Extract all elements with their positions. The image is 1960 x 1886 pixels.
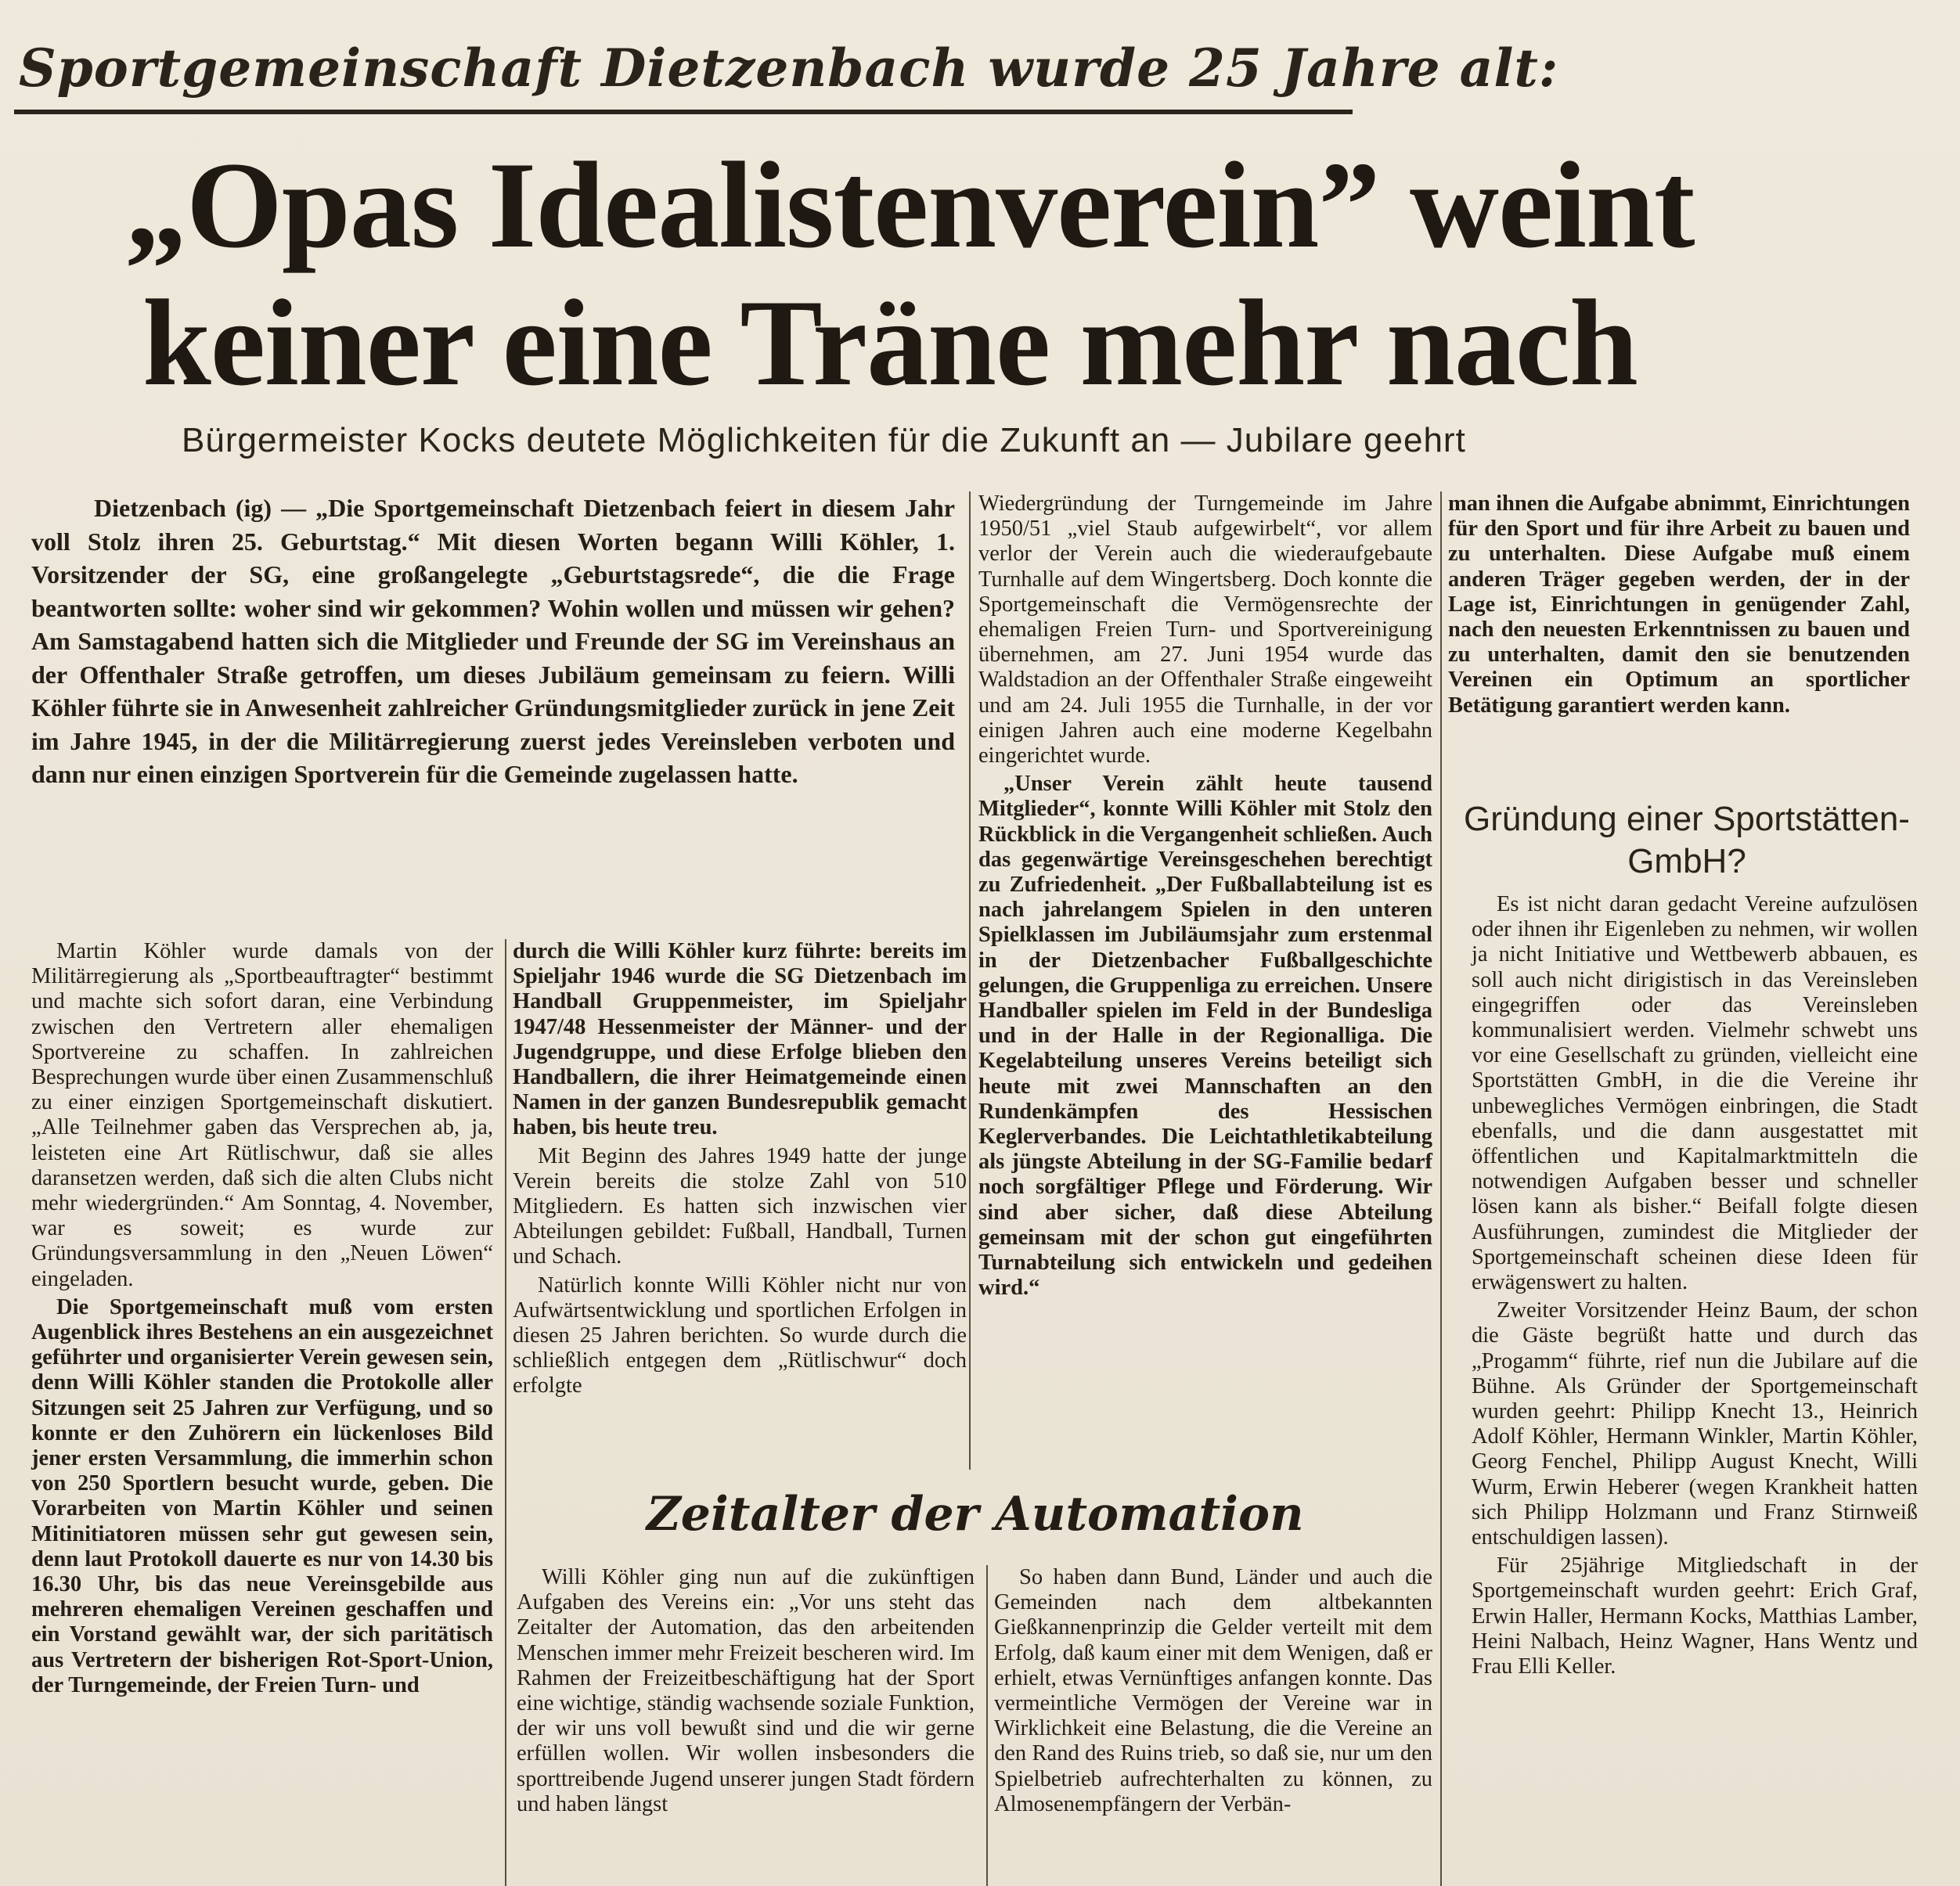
column-rule-2 — [969, 491, 971, 1470]
column-rule-section2 — [986, 1565, 988, 1886]
headline-line-1: „Opas Idealistenverein” weint — [125, 137, 1695, 274]
column-1 — [31, 939, 493, 1701]
col4-paragraph-3: Zweiter Vorsitzender Heinz Baum, der schon die Gäste begrüßt hatte und durch das „Progamm“ führte, rief nun die Jubilare auf die Bühne. Als Gründer der Sportgemeinschaft wurden geehrt: Philipp Knecht 13., Heinrich Adolf Köhler, Hermann Winkler, Martin Köhler, Georg Fenchel, Philipp August Knecht, Willi Wurm, Erwin Heberer (wegen Krankheit hatten sich Philipp Holzmann und Franz Stirnweiß entschuldigen lassen). — [1472, 1298, 1918, 1550]
column-rule-3 — [1440, 491, 1442, 1886]
section2-column-a — [517, 1565, 975, 1820]
col4-subheading: Gründung einer Sportstätten-GmbH? — [1464, 800, 1910, 880]
headline-line-2: keiner eine Träne mehr nach — [142, 275, 1638, 412]
kicker-headline: Sportgemeinschaft Dietzenbach wurde 25 Jahre alt: — [19, 38, 1559, 99]
column-rule-1 — [505, 939, 506, 1886]
col1-paragraph-2: Die Sportgemeinschaft muß vom ersten Augenblick ihres Bestehens an ein ausgezeichnet geführter und organisierter Verein gewesen sein, denn Willi Köhler standen die Protokolle aller Sitzungen seit 25 Jahren zur Verfügung, und so konnte er den Zuhörern ein lückenloses Bild jener ersten Versammlung, die immerhin schon von 250 Sportlern besucht wurde, geben. Die Vorarbeiten von Martin Köhler und seinen Mitinitiatoren müssen sehr gut gewesen sein, denn laut Protokoll dauerte es nur von 14.30 bis 16.30 Uhr, bis das neue Vereinsgebilde aus mehreren ehemaligen Vereinen geschaffen und ein Vorstand gewählt war, der sich paritätisch aus Vertretern der bisherigen Rot-Sport-Union, der Turngemeinde, der Freien Turn- und — [31, 1294, 493, 1697]
col1-paragraph-1: Martin Köhler wurde damals von der Militärregierung als „Sportbeauftragter“ bestimmt und machte sich sofort daran, eine Verbindung zwischen den Vertretern aller ehemaligen Sportvereine zu schaffen. In zahlreichen Besprechungen wurde über einen Zusammenschluß zu einer einzigen Sportgemeinschaft diskutiert. „Alle Teilnehmer gaben das Versprechen ab, ja, leisteten eine Art Rütlischwur, daß sie alles daransetzen werden, daß sich die alten Clubs nicht mehr wiedergründen.“ Am Sonntag, 4. November, war es soweit; es wurde zur Gründungsversammlung in den „Neuen Löwen“ eingeladen. — [31, 939, 493, 1291]
subheadline: Bürgermeister Kocks deutete Möglichkeiten für die Zukunft an — Jubilare geehrt — [182, 421, 1466, 459]
lead-text: Dietzenbach (ig) — „Die Sportgemeinschaft Dietzenbach feiert in diesem Jahr voll Stolz ihren 25. Geburtstag.“ Mit diesen Worten begann Willi Köhler, 1. Vorsitzender der SG, eine großangelegte „Geburtstagsrede“, die die Frage beantworten sollte: woher sind wir gekommen? Wohin wollen und müssen wir gehen? Am Samstagabend hatten sich die Mitglieder und Freunde der SG im Vereinshaus an der Offenthaler Straße getroffen, um dieses Jubiläum gemeinsam zu feiern. Willi Köhler führte sie in Anwesenheit zahlreicher Gründungsmitglieder zurück in jene Zeit im Jahre 1945, in der die Militärregierung zuerst jedes Vereinsleben verboten und dann nur einen einzigen Sportverein für die Gemeinde zugelassen hatte. — [31, 494, 955, 788]
col2-paragraph-3: Natürlich konnte Willi Köhler nicht nur von Aufwärtsentwicklung und sportlichen Erfolgen in diesen 25 Jahren berichten. So wurde durch die schließlich entgegen dem „Rütlischwur“ doch erfolgte — [513, 1272, 967, 1398]
lead-paragraph — [31, 491, 955, 791]
col2-paragraph-2: Mit Beginn des Jahres 1949 hatte der junge Verein bereits die stolze Zahl von 510 Mitgliedern. Es hatten sich inzwischen vier Abteilungen gebildet: Fußball, Handball, Turnen und Schach. — [513, 1143, 967, 1269]
section2-paragraph-b: So haben dann Bund, Länder und auch die Gemeinden nach dem altbekannten Gießkannenprinzip die Gelder verteilt mit dem Erfolg, daß kaum einer mit dem Wenigen, daß er erhielt, etwas Vernünftiges anfangen konnte. Das vermeintliche Vermögen der Vereine war in Wirklichkeit eine Belastung, die die Vereine an den Rand des Ruins trieb, so daß sie, nur um den Spielbetrieb aufrechterhalten zu können, zu Almosenempfängern der Verbän- — [994, 1565, 1432, 1816]
col4-paragraph-4: Für 25jährige Mitgliedschaft in der Sportgemeinschaft wurden geehrt: Erich Graf, Erwin Haller, Hermann Kocks, Matthias Lamber, Heini Nalbach, Heinz Wagner, Hans Wentz und Frau Elli Keller. — [1472, 1553, 1918, 1679]
col3-paragraph-1: Wiedergründung der Turngemeinde im Jahre 1950/51 „viel Staub aufgewirbelt“, vor allem verlor der Verein auch die wiederaufgebaute Turnhalle auf dem Wingertsberg. Doch konnte die Sportgemeinschaft die Vermögensrechte der ehemaligen Freien Turn- und Sportvereinigung übernehmen, am 27. Juni 1954 wurde das Waldstadion an der Offenthaler Straße eingeweiht und am 24. Juli 1955 die Turnhalle, in der vor einigen Jahren auch eine moderne Kegelbahn eingerichtet wurde. — [978, 491, 1432, 768]
column-4 — [1448, 491, 1910, 722]
section-heading-automation: Zeitalter der Automation — [647, 1487, 1304, 1542]
col2-paragraph-1: durch die Willi Köhler kurz führte: bereits im Spieljahr 1946 wurde die SG Dietzenbach im Handball Gruppenmeister, im Spieljahr 1947/48 Hessenmeister der Männer- und der Jugendgruppe, und diese Erfolge blieben den Handballern, die ihrer Heimatgemeinde einen Namen in der ganzen Bundesrepublik gemacht haben, bis heute treu. — [513, 939, 967, 1140]
main-headline — [125, 137, 1879, 412]
kicker-rule — [14, 110, 1353, 114]
col3-paragraph-2: „Unser Verein zählt heute tausend Mitglieder“, konnte Willi Köhler mit Stolz den Rückblick in die Vergangenheit schließen. Auch das gegenwärtige Vereinsgeschehen berechtigt zu Zufriedenheit. „Der Fußballabteilung ist es nach jahrelangem Spielen in den unteren Spielklassen im Jubiläumsjahr zum erstenmal in der Dietzenbacher Fußballgeschichte gelungen, die Gruppenliga zu erreichen. Unsere Handballer spielen im Feld in der Bundesliga und in der Halle in der Regionalliga. Die Kegelabteilung unseres Vereins beteiligt sich heute mit zwei Mannschaften an den Rundenkämpfen des Hessischen Keglerverbandes. Die Leichtathletikabteilung als jüngste Abteilung in der SG-Familie bedarf noch sorgfältiger Pflege und Förderung. Wir sind aber sicher, daß diese Abteilung gemeinsam mit der schon gut eingeführten Turnabteilung sich entwickeln und gedeihen wird.“ — [978, 772, 1432, 1301]
column-2 — [513, 939, 967, 1402]
section2-column-b — [994, 1565, 1432, 1820]
col4-paragraph-1: man ihnen die Aufgabe abnimmt, Einrichtungen für den Sport und für ihre Arbeit zu bauen und zu unterhalten. Diese Aufgabe muß einem anderen Träger gegeben werden, der in der Lage ist, Einrichtungen in genügender Zahl, nach den neuesten Erkenntnissen zu bauen und zu unterhalten, damit den sie benutzenden Vereinen ein Optimum an sportlicher Betätigung garantiert werden kann. — [1448, 491, 1910, 718]
section2-paragraph-a: Willi Köhler ging nun auf die zukünftigen Aufgaben des Vereins ein: „Vor uns steht das Zeitalter der Automation, das den arbeitenden Menschen immer mehr Freizeit bescheren wird. Im Rahmen der Freizeitbeschäftigung hat der Sport eine wichtige, ständig wachsende soziale Funktion, der wir uns voll bewußt sind und die wir gerne erfüllen wollen. Wir wollen insbesonders die sporttreibende Jugend unserer jungen Stadt fördern und haben längst — [517, 1565, 975, 1816]
column-3 — [978, 491, 1432, 1305]
col4-paragraph-2: Es ist nicht daran gedacht Vereine aufzulösen oder ihnen ihr Eigenleben zu nehmen, wir wollen ja nicht Initiative und Wettbewerb abbauen, es soll auch nicht dirigistisch in das Vereinsleben eingegriffen oder das Vereinsleben kommunalisiert werden. Vielmehr schwebt uns vor eine Gesellschaft zu gründen, vielleicht eine Sportstätten GmbH, in die die Vereine ihr unbewegliches Vermögen einbringen, die Stadt ebenfalls, und die dann ausgestattet mit öffentlichen und Kapitalmarktmitteln die notwendigen Aufgaben besser und schneller lösen kann als bisher.“ Beifall folgte diesen Ausführungen, zumindest die Mitglieder der Sportgemeinschaft scheinen diese Ideen für erwägenswert zu halten. — [1472, 892, 1918, 1295]
column-4-continued — [1472, 892, 1918, 1683]
